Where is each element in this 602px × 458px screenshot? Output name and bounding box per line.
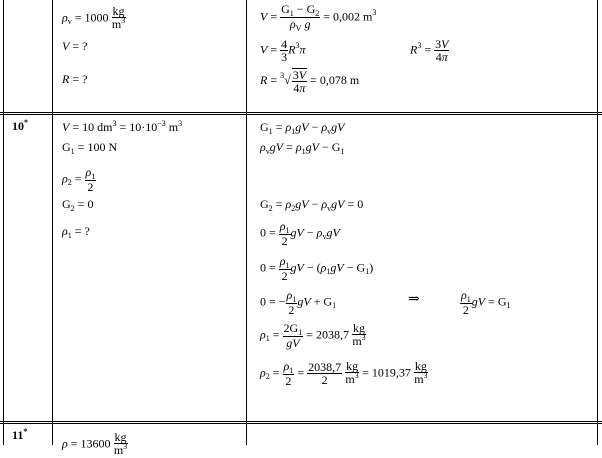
- row-separator-1b: [0, 114, 602, 115]
- table-divider-number: [52, 0, 53, 445]
- row-separator-2b: [0, 423, 602, 424]
- given-rho1-unknown: $\rho_1$ = ?: [62, 224, 90, 240]
- given-volume: V = 10 $dm^3 = 10\cdot 10^{-3}$ $m^3$: [62, 119, 183, 134]
- row-number-10: 10*: [12, 118, 28, 133]
- eq-zero-3: 0 = − $\frac{\rho_1}{2}$ gV + $G_1$: [260, 288, 337, 317]
- given-rho2: $\rho_2$ = $\frac{\rho_1}{2}$: [62, 165, 96, 194]
- row-separator-1: [0, 112, 602, 113]
- given-R-unknown: R = ?: [62, 72, 88, 86]
- table-border-right: [597, 0, 598, 445]
- row-separator-2: [0, 421, 602, 422]
- eq-rho1-result: $\rho_1$ = $\frac{2G_1}{gV}$ = 2038,7 $\frac{kg}{m^3}$: [260, 321, 366, 350]
- eq-volume: V = $\frac{G_1 - G_2}{\rho_V g}$ = 0,002 $m^3$: [260, 2, 377, 33]
- eq-G2: $G_2 = \rho_2gV - \rho_vgV = 0$: [260, 197, 364, 213]
- eq-half-rho-gV: $\frac{\rho_1}{2}$ gV = $G_1$: [461, 288, 511, 317]
- eq-G1: $G_1 = \rho_1gV - \rho_vgV$: [260, 120, 345, 136]
- eq-r-cubed: $R^3$ = $\frac{3V}{4\pi}$: [410, 37, 449, 64]
- eq-sphere-volume: V = $\frac{4}{3}$ $R^3\pi$: [260, 37, 306, 64]
- eq-radius: R = $^3$√ $\frac{3V}{4\pi}$ = 0,078 m: [260, 68, 360, 95]
- implies-arrow: ⇒: [408, 292, 420, 307]
- given-V-unknown: V = ?: [62, 39, 88, 53]
- row-number-11: 11*: [12, 427, 28, 442]
- eq-zero-2: 0 = $\frac{\rho_1}{2}$ gV − $(\rho_1gV - G_1)$: [260, 254, 374, 283]
- table-divider-solution: [246, 0, 247, 445]
- given-rho-mercury: ρ = 13600 $\frac{kg}{m^3}$: [62, 430, 128, 457]
- given-G2: $G_2 = 0$: [62, 197, 94, 213]
- given-rho-v: $\rho_v = 1000$ $\frac{kg}{m^3}$: [62, 4, 126, 31]
- eq-zero-1: 0 = $\frac{\rho_1}{2}$ gV − $\rho_vgV$: [260, 219, 340, 248]
- given-G1: $G_1 = 100$ N: [62, 140, 118, 156]
- table-border-left: [3, 0, 4, 445]
- eq-rhov-gV: $\rho_vgV = \rho_1gV - G_1$: [260, 140, 345, 156]
- eq-rho2-result: $\rho_2$ = $\frac{\rho_1}{2}$ = $\frac{2038,7}{2}$ $\frac{kg}{m^3}$ = 1019,37 $\frac{kg}{m^3}$: [260, 359, 428, 388]
